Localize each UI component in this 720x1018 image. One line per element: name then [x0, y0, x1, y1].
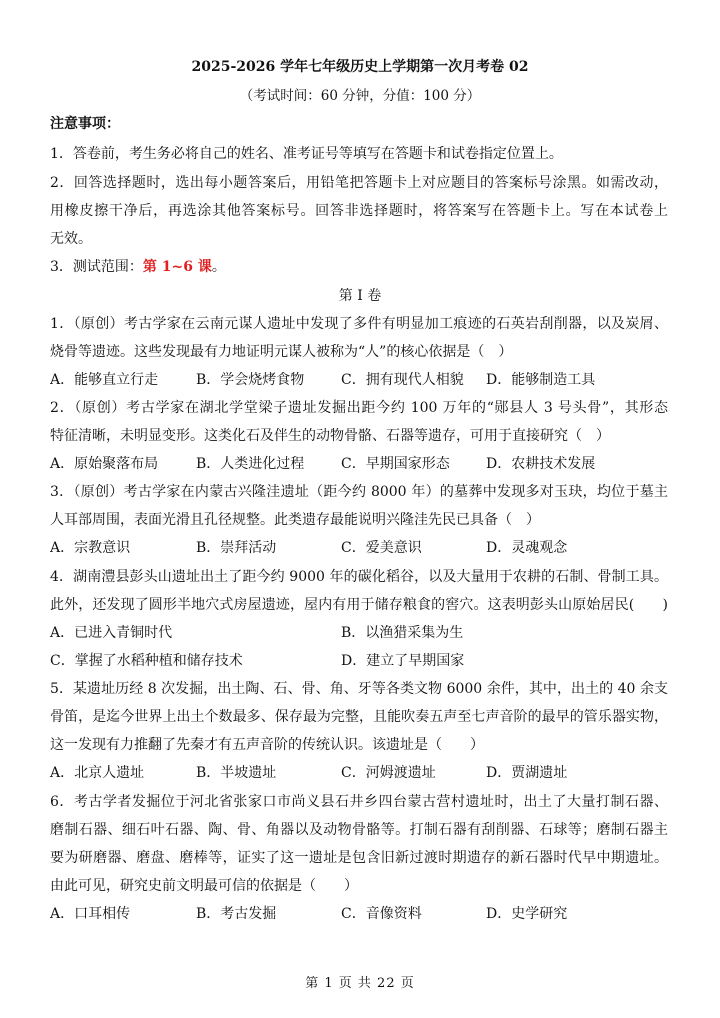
question-4-option-d: D．建立了早期国家	[341, 653, 465, 669]
notice-heading: 注意事项：	[50, 116, 120, 132]
notice-item-3-suffix: 。	[211, 259, 226, 275]
question-6-line-3: 要为研磨器、磨盘、磨棒等，证实了这一遗址是包含旧新过渡时期遗存的新石器时代早中期遗址。	[50, 850, 668, 866]
question-2-line-1: 2．（原创）考古学家在湖北学堂梁子遗址发掘出距今约 100 万年的“郧县人 3 号头骨”，其形态	[50, 400, 668, 416]
question-5-option-c: C．河姆渡遗址	[341, 765, 436, 781]
question-2-option-d: D．农耕技术发展	[486, 456, 596, 472]
question-6-line-1: 6．考古学者发掘位于河北省张家口市尚义县石井乡四台蒙古营村遗址时，出土了大量打制石器、	[50, 794, 668, 810]
question-5-option-a: A．北京人遗址	[50, 765, 145, 781]
question-2-option-c: C．早期国家形态	[341, 456, 450, 472]
question-6-line-4: 由此可见，研究史前文明最可信的依据是（ ）	[50, 878, 358, 894]
notice-item-2-line-1: 2．回答选择题时，选出每小题答案后，用铅笔把答题卡上对应题目的答案标号涂黑。如需改动，	[50, 175, 668, 191]
section-heading: 第 I 卷	[338, 288, 382, 304]
question-6-option-d: D．史学研究	[486, 906, 568, 922]
question-4-option-a: A．已进入青铜时代	[50, 625, 173, 641]
notice-item-1: 1．答卷前，考生务必将自己的姓名、准考证号等填写在答题卡和试卷指定位置上。	[50, 146, 563, 162]
question-2-option-b: B．人类进化过程	[196, 456, 305, 472]
question-6-option-a: A．口耳相传	[50, 906, 131, 922]
page-footer: 第 1 页 共 22 页	[305, 976, 415, 991]
question-1-option-c: C．拥有现代人相貌	[341, 372, 464, 388]
test-range: 第 1~6 课	[142, 259, 212, 275]
exam-subtitle: （考试时间：60 分钟，分值：100 分）	[239, 88, 481, 104]
question-1-option-a: A．能够直立行走	[50, 372, 159, 388]
question-6-option-b: B．考古发掘	[196, 906, 277, 922]
question-5-option-d: D．贾湖遗址	[486, 765, 568, 781]
question-4-option-b: B．以渔猎采集为生	[341, 625, 464, 641]
question-6-line-2: 磨制石器、细石叶石器、陶、骨、角器以及动物骨骼等。打制石器有刮削器、石球等；磨制石器主	[50, 822, 668, 838]
question-2-line-2: 特征清晰，未明显变形。这类化石及伴生的动物骨骼、石器等遗存，可用于直接研究（ ）	[50, 428, 610, 444]
question-5-line-3: 这一发现有力推翻了先秦才有五声音阶的传统认识。该遗址是（ ）	[50, 737, 484, 753]
question-5-option-b: B．半坡遗址	[196, 765, 277, 781]
question-4-line-2: 此外，还发现了圆形半地穴式房屋遗迹，屋内有用于储存粮食的窖穴。这表明彭头山原始居民( )	[50, 597, 668, 613]
question-1-line-1: 1．（原创）考古学家在云南元谋人遗址中发现了多件有明显加工痕迹的石英岩刮削器，以及炭屑、	[50, 316, 668, 332]
question-1-line-2: 烧骨等遗迹。这些发现最有力地证明元谋人被称为“人”的核心依据是（ ）	[50, 344, 513, 360]
question-3-option-a: A．宗教意识	[50, 540, 131, 556]
question-3-option-c: C．爱美意识	[341, 540, 422, 556]
question-5-line-1: 5．某遗址历经 8 次发掘，出土陶、石、骨、角、牙等各类文物 6000 余件，其中，出土的 40 余支	[50, 681, 668, 697]
notice-item-2-line-2: 用橡皮擦干净后，再选涂其他答案标号。回答非选择题时，将答案写在答题卡上。写在本试卷上	[50, 203, 668, 219]
notice-item-2-line-3: 无效。	[50, 231, 92, 247]
notice-item-3-prefix: 3．测试范围：	[50, 259, 143, 275]
question-5-line-2: 骨笛，是迄今世界上出土个数最多、保存最为完整，且能吹奏五声至七声音阶的最早的管乐器实物，	[50, 709, 668, 725]
question-3-option-b: B．崇拜活动	[196, 540, 277, 556]
question-1-option-d: D．能够制造工具	[486, 372, 596, 388]
question-2-option-a: A．原始聚落布局	[50, 456, 159, 472]
question-3-line-1: 3．（原创）考古学家在内蒙古兴隆洼遗址（距今约 8000 年）的墓葬中发现多对玉玦，均位于墓主	[50, 484, 668, 500]
question-3-option-d: D．灵魂观念	[486, 540, 568, 556]
question-4-option-c: C．掌握了水稻种植和储存技术	[50, 653, 243, 669]
question-1-option-b: B．学会烧烤食物	[196, 372, 305, 388]
question-6-option-c: C．音像资料	[341, 906, 422, 922]
notice-item-3	[50, 256, 226, 276]
exam-title: 2025-2026 学年七年级历史上学期第一次月考卷 02	[191, 59, 529, 75]
question-3-line-2: 人耳部周围，表面光滑且孔径规整。此类遗存最能说明兴隆洼先民已具备（ ）	[50, 512, 540, 528]
question-4-line-1: 4．湖南澧县彭头山遗址出土了距今约 9000 年的碳化稻谷，以及大量用于农耕的石制、骨制工具。	[50, 569, 668, 585]
